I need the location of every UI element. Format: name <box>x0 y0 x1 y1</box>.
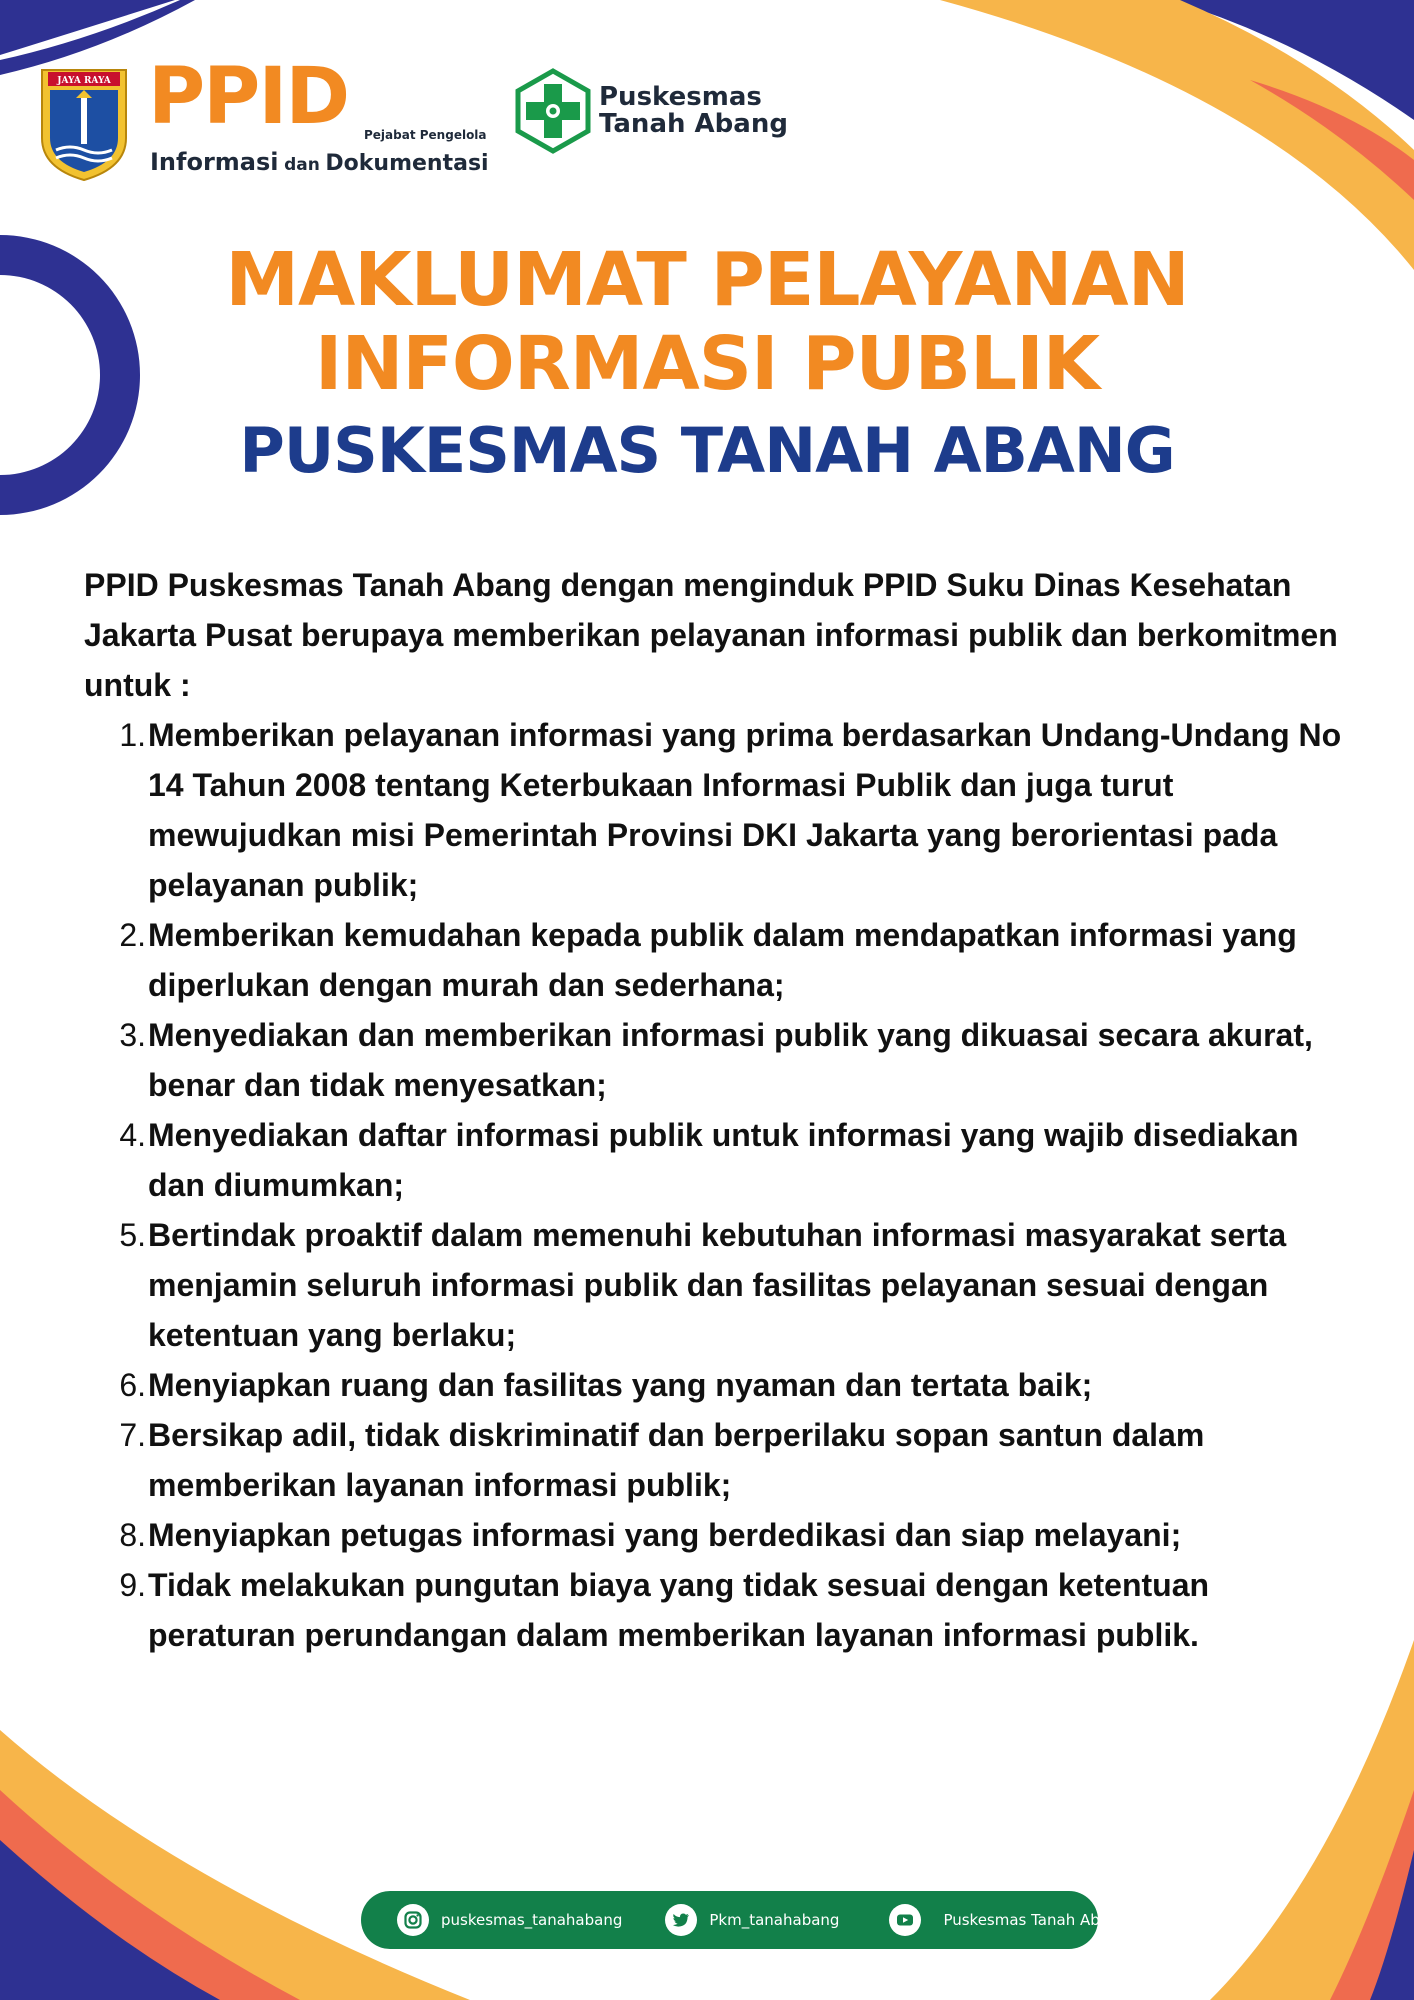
list-item <box>84 1110 1346 1210</box>
body-content <box>84 560 1346 1660</box>
list-text: Memberikan pelayanan informasi yang prima berdasarkan Undang-Undang No 14 Tahun 2008 tentang Keterbukaan Informasi Publik dan juga turut mewujudkan misi Pemerintah Provinsi DKI Jakarta yang berorientasi pada pelayanan publik; <box>148 717 1342 903</box>
list-number: 3. <box>119 1017 146 1053</box>
title-block <box>0 238 1414 496</box>
social-twitter[interactable] <box>665 1891 839 1949</box>
list-text: Bertindak proaktif dalam memenuhi kebutuhan informasi masyarakat serta menjamin seluruh informasi publik dan fasilitas pelayanan sesuai dengan ketentuan yang berlaku; <box>148 1217 1287 1353</box>
youtube-channel: Puskesmas Tanah Abang <box>943 1911 1128 1929</box>
list-text: Menyediakan dan memberikan informasi publik yang dikuasai secara akurat, benar dan tidak menyesatkan; <box>148 1017 1313 1103</box>
list-item <box>84 1010 1346 1110</box>
list-number: 7. <box>119 1417 146 1453</box>
puskesmas-logo <box>513 68 788 154</box>
instagram-handle: puskesmas_tanahabang <box>441 1911 623 1929</box>
list-text: Menyiapkan petugas informasi yang berdedikasi dan siap melayani; <box>148 1517 1182 1553</box>
list-number: 6. <box>119 1367 146 1403</box>
twitter-handle: Pkm_tanahabang <box>709 1911 840 1929</box>
social-youtube[interactable] <box>889 1891 1128 1949</box>
ppid-wordmark: PPID <box>148 52 349 142</box>
list-number: 9. <box>119 1567 146 1603</box>
twitter-icon <box>665 1904 697 1936</box>
list-number: 5. <box>119 1217 146 1253</box>
title-line-3: PUSKESMAS TANAH ABANG <box>239 414 1175 487</box>
ppid-small-text: Pejabat Pengelola <box>364 128 487 142</box>
header-logos <box>36 52 788 182</box>
ppid-dokumentasi: Dokumentasi <box>325 151 489 176</box>
ppid-informasi: Informasi <box>150 148 279 176</box>
intro-paragraph: PPID Puskesmas Tanah Abang dengan menginduk PPID Suku Dinas Kesehatan Jakarta Pusat berupaya memberikan pelayanan informasi publik dan berkomitmen untuk : <box>84 567 1338 703</box>
puskesmas-name-line2: Tanah Abang <box>599 109 788 139</box>
list-text: Memberikan kemudahan kepada publik dalam mendapatkan informasi yang diperlukan dengan murah dan sederhana; <box>148 917 1297 1003</box>
title-line-2: INFORMASI PUBLIK <box>314 321 1100 407</box>
list-text: Menyediakan daftar informasi publik untuk informasi yang wajib disediakan dan diumumkan; <box>148 1117 1299 1203</box>
instagram-icon <box>397 1904 429 1936</box>
list-item <box>84 1510 1346 1560</box>
title-line-1: MAKLUMAT PELAYANAN <box>225 237 1189 323</box>
list-number: 1. <box>119 717 146 753</box>
list-number: 2. <box>119 917 146 953</box>
list-item <box>84 910 1346 1010</box>
commitment-list <box>84 710 1346 1660</box>
list-text: Menyiapkan ruang dan fasilitas yang nyaman dan tertata baik; <box>148 1367 1093 1403</box>
list-number: 4. <box>119 1117 146 1153</box>
youtube-icon <box>889 1904 921 1936</box>
social-instagram[interactable] <box>397 1891 622 1949</box>
puskesmas-icon <box>513 68 593 154</box>
list-item <box>84 1560 1346 1660</box>
jakarta-crest-icon <box>36 68 132 182</box>
list-item <box>84 710 1346 910</box>
list-item <box>84 1360 1346 1410</box>
list-item <box>84 1410 1346 1510</box>
ppid-subtitle <box>150 148 489 176</box>
list-text: Bersikap adil, tidak diskriminatif dan berperilaku sopan santun dalam memberikan layanan informasi publik; <box>148 1417 1205 1503</box>
list-number: 8. <box>119 1517 146 1553</box>
puskesmas-name <box>599 81 788 139</box>
social-bar <box>361 1891 1128 1949</box>
puskesmas-name-line1: Puskesmas <box>599 81 762 112</box>
list-item <box>84 1210 1346 1360</box>
ppid-logo <box>148 52 493 178</box>
crest-text: JAYA RAYA <box>57 76 111 86</box>
ppid-dan: dan <box>284 155 320 175</box>
list-text: Tidak melakukan pungutan biaya yang tidak sesuai dengan ketentuan peraturan perundangan dalam memberikan layanan informasi publik. <box>148 1567 1210 1653</box>
